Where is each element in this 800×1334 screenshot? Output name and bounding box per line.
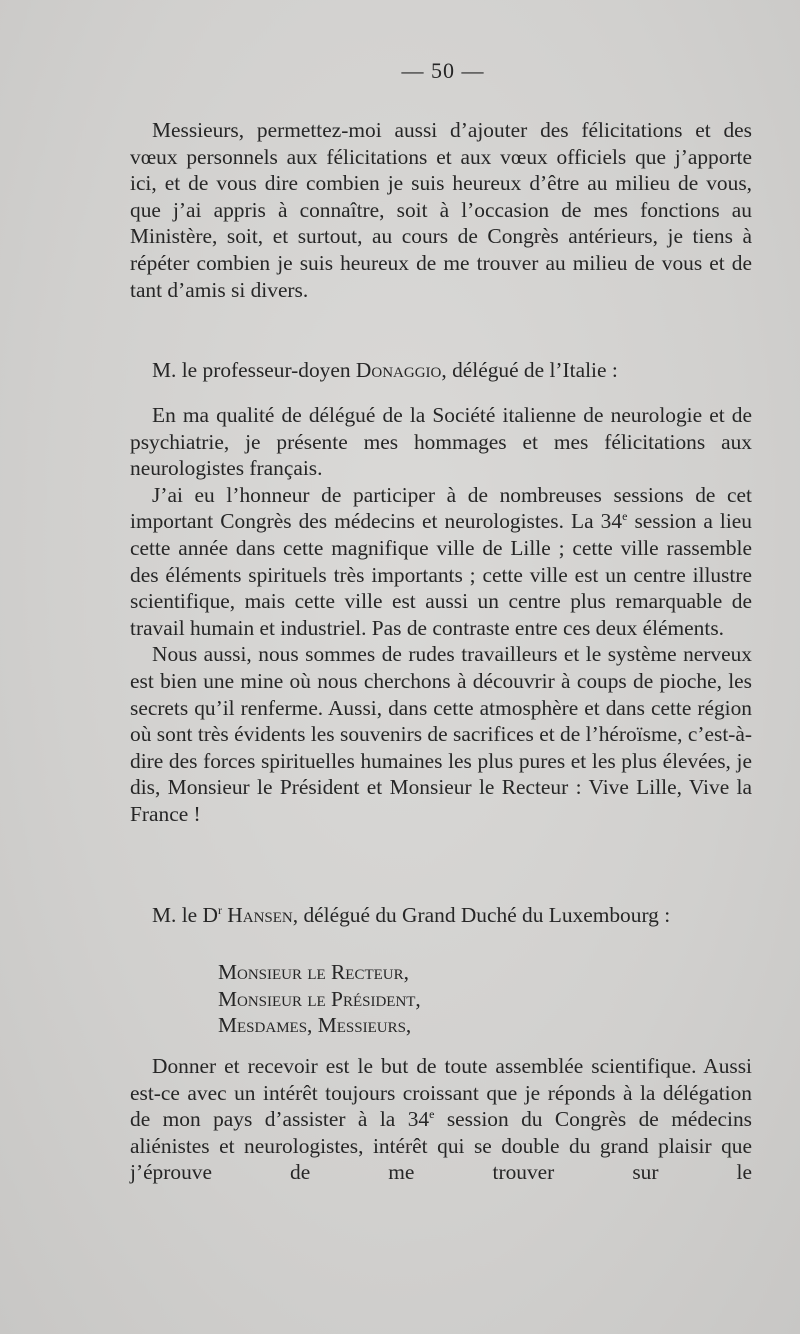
opening-remarks	[130, 117, 752, 303]
speaker-suffix: , délégué de l’Italie :	[441, 358, 618, 382]
hansen-speech	[130, 1053, 752, 1186]
opening-paragraph: Messieurs, permettez-moi aussi d’ajouter des félicitations et des vœux personnels aux félicitations et aux vœux officiels que j’apporte ici, et de vous dire combien je suis heureux d’être au milieu de vous, que j’ai appris à connaître, soit à l’occasion de mes fonctions au Ministère, soit, et surtout, au cours de Congrès antérieurs, je tiens à répéter combien je suis heureux de me trouver au milieu de vous et de tant d’amis si divers.	[130, 118, 752, 302]
speech-paragraph: Donner et recevoir est le but de toute assemblée scientifique. Aussi est-ce avec un intérêt toujours croissant que je réponds à la délégation de mon pays d’assister à la 34e session du Congrès de médecins aliénistes et neurologistes, intérêt qui se double du grand plaisir que j’éprouve de me trouver sur le	[130, 1054, 752, 1185]
speaker-intro-hansen	[130, 902, 752, 929]
salutation-line-3: Mesdames, Messieurs,	[218, 1013, 412, 1038]
speech-paragraph-1: En ma qualité de délégué de la Société italienne de neurologie et de psychiatrie, je présente mes hommages et mes félicitations aux neurologistes français.	[130, 403, 752, 481]
speaker-line	[130, 357, 752, 384]
page-number: — 50 —	[401, 58, 485, 83]
speech-paragraph-2: J’ai eu l’honneur de participer à de nombreuses sessions de cet important Congrès des médecins et neurologistes. La 34e session a lieu cette année dans cette magnifique ville de Lille ; cette ville rassemble des éléments spirituels très importants ; cette ville est un centre illustre scientifique, mais cette ville est aussi un centre plus remarquable de travail humain et industriel. Pas de contraste entre ces deux éléments.	[130, 482, 752, 640]
speech-paragraph-3: Nous aussi, nous sommes de rudes travailleurs et le système nerveux est bien une mine où nous cherchons à découvrir à coups de pioche, les secrets qu’il renferme. Aussi, dans cette atmosphère et dans cette région où sont très évidents les souvenirs de sacrifices et de l’héroïsme, c’est-à-dire des forces spirituelles humaines les plus pures et les plus élevées, je dis, Monsieur le Président et Monsieur le Recteur : Vive Lille, Vive la France !	[130, 642, 752, 826]
speaker-prefix: M. le professeur-doyen	[152, 358, 356, 382]
speaker-intro-donaggio	[130, 357, 752, 384]
speaker-name: Donaggio	[355, 358, 442, 382]
speaker-name: Hansen	[221, 903, 293, 927]
speaker-line: M. le $D^r$ Hansen, délégué du Grand Duché du Luxembourg :	[152, 903, 671, 927]
donaggio-speech	[130, 402, 752, 828]
salutation-line-2: Monsieur le Président,	[218, 986, 421, 1011]
salutation-line-1: Monsieur le Recteur,	[218, 960, 409, 984]
salutation-block	[218, 959, 421, 1039]
